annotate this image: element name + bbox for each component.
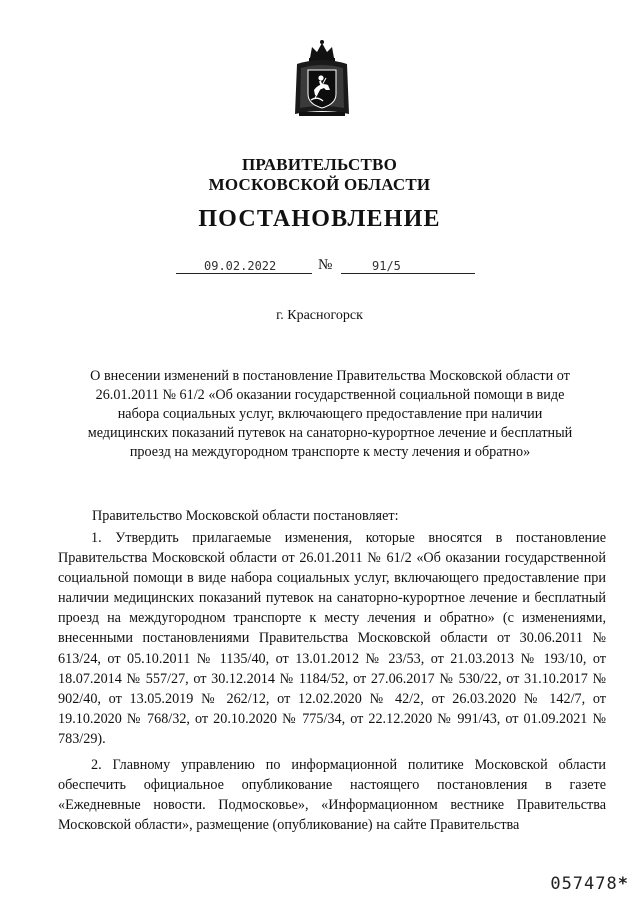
paragraph-1: 1. Утвердить прилагаемые изменения, которые вносятся в постановление Правительства Московской области от 26.01.2011 № 61/2 «Об оказании государственной социальной помощи в виде набора социальных услуг, включающего предоставление при наличии медицинских показаний путевок на санаторно-курортное лечение и бесплатный проезд на междугородном транспорте к месту лечения и обратно» (с изменениями, внесенными постановлениями Правительства Московской области от 30.06.2011 № 613/24, от 05.10.2011 № 1135/40, от 13.01.2012 № 23/53, от 21.03.2013 № 193/10, от 18.07.2014 № 557/27, от 30.12.2014 № 1184/52, от 27.06.2017 № 530/22, от 31.10.2017 № 902/40, от 13.05.2019 № 262/12, от 12.02.2020 № 42/2, от 26.03.2020 № 142/7, от 19.10.2020 № 768/32, от 20.10.2020 № 775/34, от 22.12.2020 № 991/43, от 01.09.2021 № 783/29).: [58, 530, 606, 747]
serial-number: 057478: [550, 874, 618, 894]
coat-of-arms-emblem: [293, 38, 351, 118]
document-number: 91/5: [372, 259, 401, 273]
body-intro: Правительство Московской области постановляет:: [92, 508, 399, 524]
document-subject: О внесении изменений в постановление Правительства Московской области от 26.01.2011 № 61/2 «Об оказании государственной социальной помощи в виде набора социальных услуг, включающего предоставление при наличии медицинских показаний путевок на санаторно-курортное лечение и бесплатный проезд на междугородном транспорте к месту лечения и обратно»: [87, 368, 573, 460]
document-date: 09.02.2022: [204, 259, 277, 273]
number-underline: [341, 273, 475, 274]
body-text: [58, 528, 606, 835]
number-sign: №: [318, 257, 333, 273]
org-name-line2: МОСКОВСКОЙ ОБЛАСТИ: [208, 175, 431, 194]
paragraph-2: 2. Главному управлению по информационной политике Московской области обеспечить официальное опубликование настоящего постановления в газете «Ежедневные новости. Подмосковье», «Информационном вестнике Правительства Московской области», размещение (опубликование) на сайте Правительства: [58, 757, 606, 834]
document-type-title: ПОСТАНОВЛЕНИЕ: [198, 206, 441, 232]
city-name: г. Красногорск: [276, 308, 363, 323]
star-mark: *: [617, 874, 629, 894]
date-underline: [176, 273, 312, 274]
org-name-line1: ПРАВИТЕЛЬСТВО: [242, 155, 397, 174]
coat-of-arms-icon: [293, 38, 351, 118]
serial-number-stamp: [550, 874, 629, 894]
